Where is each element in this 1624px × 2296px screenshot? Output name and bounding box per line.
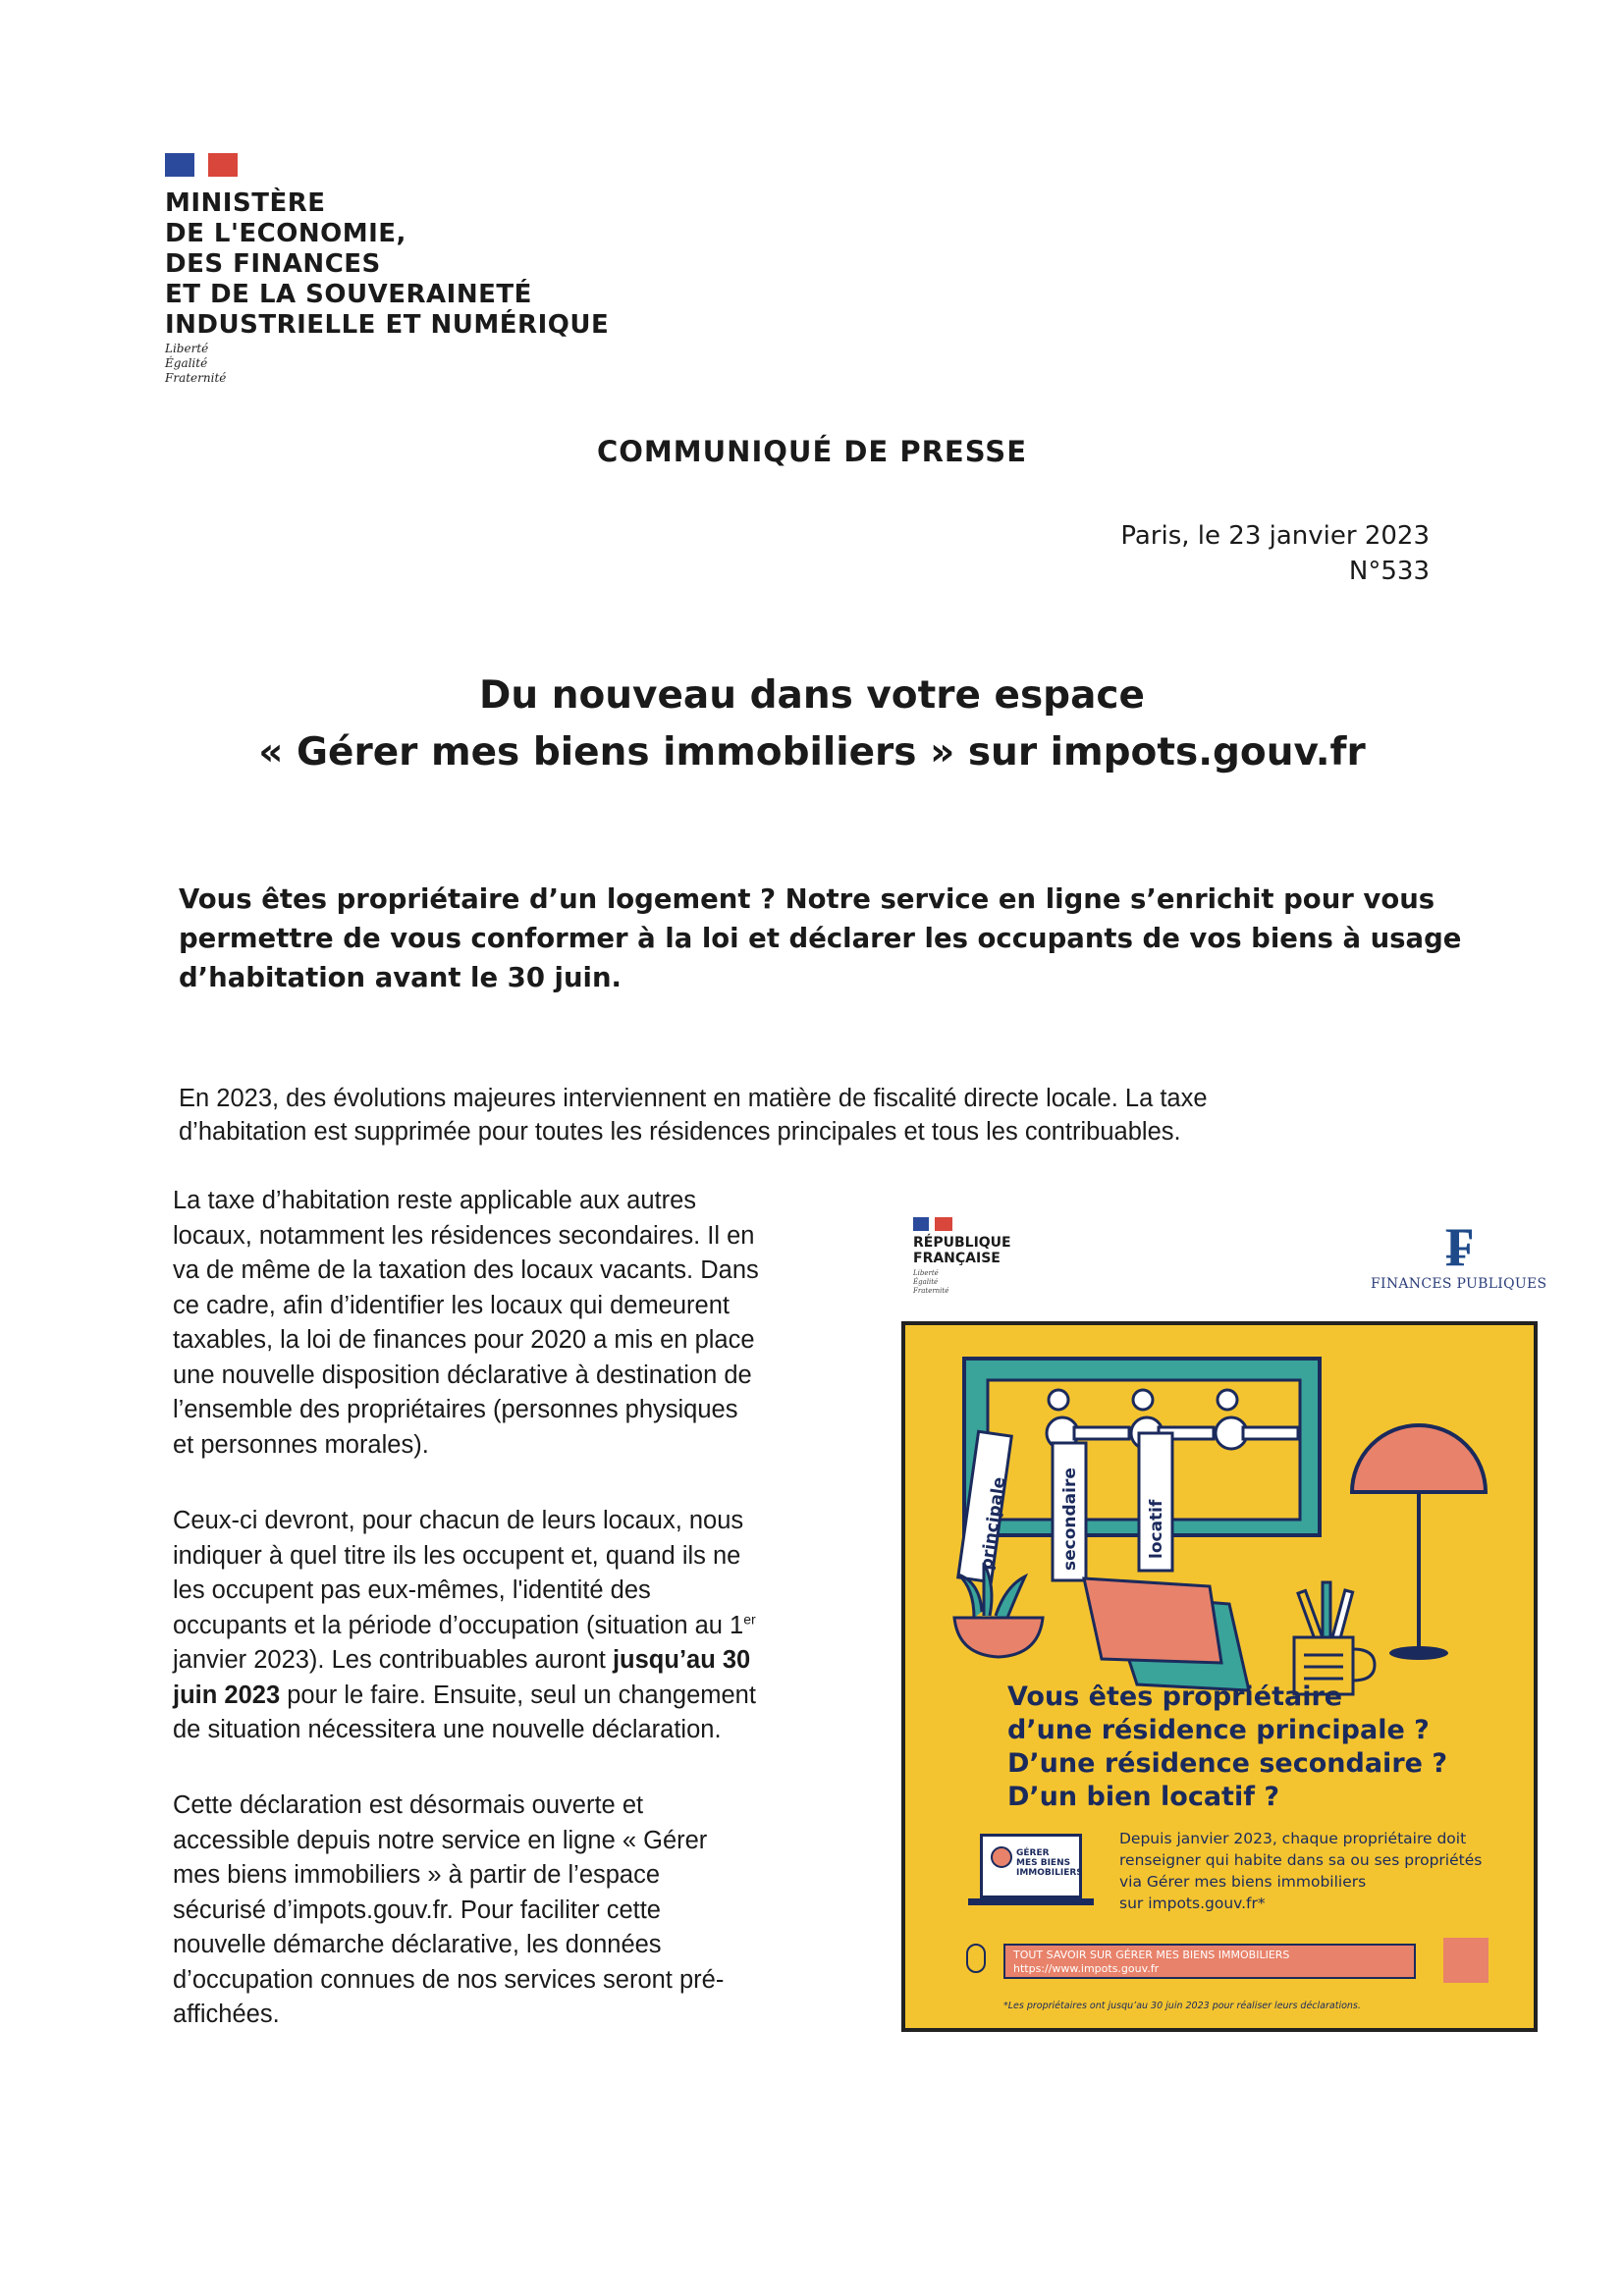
body-paragraph-3 bbox=[173, 1789, 840, 2033]
ministry-line: MINISTÈRE bbox=[165, 188, 326, 218]
lamp-icon bbox=[1352, 1425, 1486, 1492]
intro-line: En 2023, des évolutions majeures interviennent en matière de fiscalité directe locale. La taxe bbox=[179, 1085, 1208, 1112]
republique-francaise-logo bbox=[913, 1217, 1011, 1296]
body-line: renseigner qui habite dans sa ou ses propriétés bbox=[1119, 1851, 1483, 1869]
bold-deadline: jusqu’au 30 bbox=[612, 1646, 751, 1674]
poster-footnote: *Les propriétaires ont jusqu’au 30 juin 2023 pour réaliser leurs déclarations. bbox=[1003, 2001, 1361, 2011]
pencil-cup-icon bbox=[1294, 1582, 1375, 1694]
flag-icon bbox=[913, 1217, 952, 1231]
headline-line: d’une résidence principale ? bbox=[1007, 1715, 1430, 1745]
text-line bbox=[173, 1679, 840, 1714]
text-line: va de même de la taxation des locaux vacants. Dans bbox=[173, 1256, 759, 1284]
cta-title: TOUT SAVOIR SUR GÉRER MES BIENS IMMOBILIERS bbox=[1013, 1949, 1290, 1961]
text-line: les occupent pas eux-mêmes, l'identité des bbox=[173, 1576, 651, 1604]
headline-line: D’un bien locatif ? bbox=[1007, 1782, 1280, 1812]
document-icon bbox=[1084, 1578, 1221, 1663]
cta-text bbox=[1013, 1949, 1289, 1976]
qr-code-icon bbox=[1443, 1938, 1489, 1983]
laptop-base bbox=[968, 1898, 1094, 1905]
release-number: N°533 bbox=[1348, 557, 1430, 586]
body-paragraph-2 bbox=[173, 1504, 840, 1748]
rf-motto-line: Fraternité bbox=[913, 1287, 949, 1295]
text-line: accessible depuis notre service en ligne « Gérer bbox=[173, 1826, 708, 1854]
laptop-label-line: GÉRER bbox=[1016, 1848, 1050, 1858]
text-line bbox=[173, 1609, 840, 1644]
text-line: mes biens immobiliers » à partir de l’espace bbox=[173, 1861, 661, 1889]
rf-motto-line: Égalité bbox=[913, 1278, 939, 1286]
cta-url: https://www.impots.gouv.fr bbox=[1013, 1962, 1160, 1975]
motto-line: Fraternité bbox=[165, 371, 227, 385]
title-line: « Gérer mes biens immobiliers » sur impots.gouv.fr bbox=[258, 730, 1366, 774]
body-line: via Gérer mes biens immobiliers bbox=[1119, 1873, 1367, 1891]
info-link-banner[interactable] bbox=[1003, 1944, 1416, 1979]
ministry-line: ET DE LA SOUVERAINETÉ bbox=[165, 280, 532, 309]
motto-line: Égalité bbox=[165, 356, 208, 370]
body-line: Depuis janvier 2023, chaque propriétaire doit bbox=[1119, 1830, 1467, 1847]
motto-line: Liberté bbox=[165, 342, 209, 355]
date-line: Paris, le 23 janvier 2023 bbox=[1120, 521, 1430, 551]
rf-name-line: RÉPUBLIQUE bbox=[913, 1235, 1011, 1251]
rf-name-line: FRANÇAISE bbox=[913, 1251, 1001, 1266]
ministry-line: INDUSTRIELLE ET NUMÉRIQUE bbox=[165, 310, 610, 340]
key-tag-label: principale bbox=[977, 1475, 1010, 1572]
fp-emblem-icon: ₣ bbox=[1444, 1214, 1473, 1279]
date-block bbox=[1120, 518, 1430, 589]
poster-illustration bbox=[901, 1321, 1538, 2032]
text-span: occupants et la période d’occupation (situation au 1 bbox=[173, 1611, 744, 1639]
laptop-label-line: MES BIENS bbox=[1016, 1858, 1071, 1868]
poster-headline bbox=[1007, 1681, 1518, 1814]
text-line: une nouvelle disposition déclarative à destination de bbox=[173, 1361, 752, 1389]
rf-motto bbox=[913, 1269, 1011, 1296]
text-line: Cette déclaration est désormais ouverte et bbox=[173, 1791, 644, 1819]
cursor-icon bbox=[991, 1846, 1012, 1868]
text-line: taxables, la loi de finances pour 2020 a mis en place bbox=[173, 1326, 755, 1354]
title-line: Du nouveau dans votre espace bbox=[479, 673, 1145, 718]
ministry-name bbox=[165, 188, 676, 341]
text-line: affichées. bbox=[173, 2001, 280, 2028]
rf-motto-line: Liberté bbox=[913, 1269, 939, 1277]
key-tag-label: locatif bbox=[1147, 1499, 1166, 1559]
rf-name bbox=[913, 1235, 1011, 1266]
laptop-label bbox=[1016, 1848, 1083, 1878]
text-line: nouvelle démarche déclarative, les données bbox=[173, 1931, 662, 1958]
text-line: de situation nécessitera une nouvelle déclaration. bbox=[173, 1716, 722, 1743]
body-paragraph-1 bbox=[173, 1184, 840, 1463]
laptop-icon bbox=[980, 1834, 1082, 1898]
text-line: locaux, notamment les résidences secondaires. Il en bbox=[173, 1221, 755, 1250]
lead-paragraph bbox=[179, 880, 1462, 997]
text-line: Ceux-ci devront, pour chacun de leurs locaux, nous bbox=[173, 1507, 744, 1534]
text-span: janvier 2023). Les contribuables auront bbox=[173, 1646, 613, 1674]
poster-artwork bbox=[905, 1325, 1534, 2028]
page-title bbox=[0, 667, 1624, 781]
text-line: ce cadre, afin d’identifier les locaux qui demeurent bbox=[173, 1291, 730, 1319]
superscript: er bbox=[743, 1611, 756, 1627]
lead-line: d’habitation avant le 30 juin. bbox=[179, 962, 622, 993]
lead-line: Vous êtes propriétaire d’un logement ? Notre service en ligne s’enrichit pour vous bbox=[179, 883, 1435, 915]
text-line: l’ensemble des propriétaires (personnes physiques bbox=[173, 1396, 738, 1423]
ministry-line: DE L'ECONOMIE, bbox=[165, 219, 406, 248]
fp-name: FINANCES PUBLIQUES bbox=[1371, 1276, 1547, 1292]
bold-deadline: juin 2023 bbox=[173, 1681, 281, 1709]
text-line: La taxe d’habitation reste applicable aux autres bbox=[173, 1187, 697, 1214]
text-line bbox=[173, 1643, 840, 1679]
document-type: COMMUNIQUÉ DE PRESSE bbox=[596, 435, 1028, 468]
intro-paragraph bbox=[179, 1082, 1445, 1148]
finances-publiques-logo bbox=[1371, 1214, 1547, 1292]
poster-body bbox=[1119, 1828, 1512, 1914]
republic-motto bbox=[165, 342, 226, 386]
body-line: sur impots.gouv.fr* bbox=[1119, 1895, 1266, 1912]
text-line: et personnes morales). bbox=[173, 1430, 429, 1459]
text-line: d’occupation connues de nos services seront pré- bbox=[173, 1965, 725, 1994]
marianne-flag-logo bbox=[165, 153, 238, 177]
key-tag-label: secondaire bbox=[1060, 1468, 1080, 1571]
text-span: pour le faire. Ensuite, seul un changement bbox=[280, 1681, 756, 1709]
headline-line: Vous êtes propriétaire bbox=[1007, 1682, 1343, 1712]
mouse-icon bbox=[966, 1944, 986, 1973]
ministry-line: DES FINANCES bbox=[165, 249, 381, 279]
lead-line: permettre de vous conformer à la loi et déclarer les occupants de vos biens à usage bbox=[179, 923, 1462, 954]
laptop-label-line: IMMOBILIERS bbox=[1016, 1868, 1083, 1878]
text-line: indiquer à quel titre ils les occupent et, quand ils ne bbox=[173, 1541, 741, 1570]
intro-line: d’habitation est supprimée pour toutes les résidences principales et tous les contribuables. bbox=[179, 1118, 1181, 1146]
text-line: sécurisé d’impots.gouv.fr. Pour faciliter cette bbox=[173, 1896, 661, 1924]
headline-line: D’une résidence secondaire ? bbox=[1007, 1748, 1448, 1779]
